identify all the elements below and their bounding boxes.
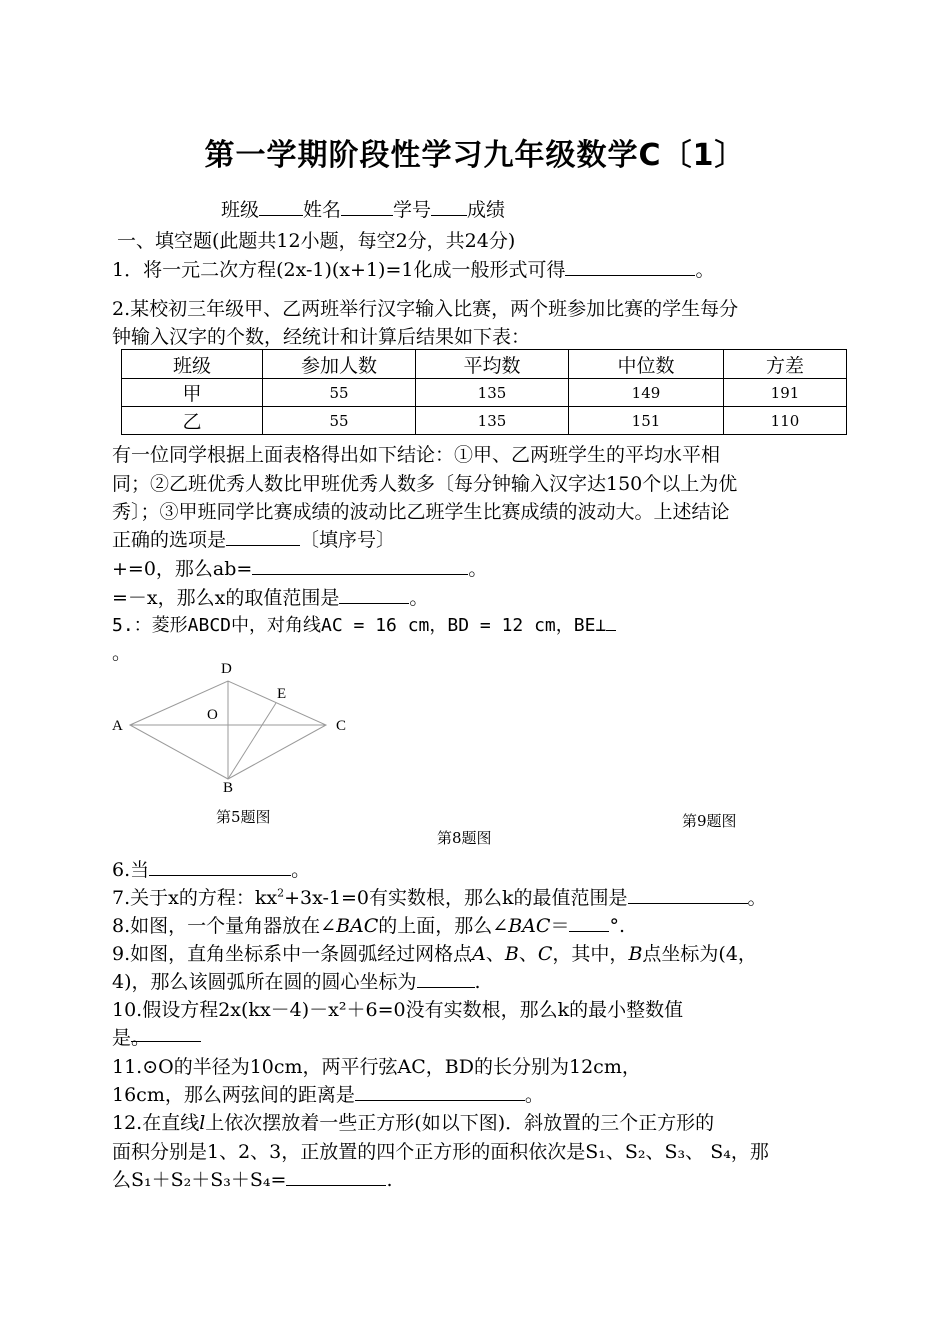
table-header: 平均数: [416, 350, 569, 379]
question-5-line-2: 。: [112, 642, 132, 664]
question-5-text: 5.：菱形ABCD中，对角线AC = 16 cm，BD = 12 cm，BE⊥: [112, 615, 607, 636]
question-9-line-2: [112, 967, 481, 994]
table-cell: 151: [569, 407, 724, 435]
table-cell: 甲: [122, 379, 263, 407]
table-row: [122, 407, 847, 435]
name-blank[interactable]: [341, 197, 393, 216]
student-info-line: [221, 195, 505, 222]
question-11-line-2-text: 16cm，那么两弦间的距离是: [112, 1084, 355, 1106]
question-9-text-2: ，其中，: [552, 943, 629, 965]
question-7-superscript: 2: [277, 886, 285, 900]
point-c-italic: C: [537, 943, 553, 965]
question-7-text-2: +3x-1=0有实数根，那么k的最值范围是: [284, 887, 628, 909]
section-heading: 一、填空题(此题共12小题，每空2分，共24分): [117, 230, 516, 252]
question-8-angle: BAC: [336, 915, 379, 937]
question-7: [112, 883, 767, 910]
question-11-line-2: [112, 1080, 544, 1107]
question-10-line-2: [112, 1023, 201, 1050]
figure-5-caption: 第5题图: [216, 808, 271, 826]
table-cell: 55: [263, 379, 416, 407]
question-10-blank[interactable]: [131, 1023, 201, 1049]
question-4-end: 。: [409, 587, 429, 609]
table-cell: 191: [724, 379, 847, 407]
question-8: [112, 911, 625, 938]
question-12-line-2: 面积分别是1、2、3，正放置的四个正方形的面积依次是S₁、S₂、S₃、 S₄，那: [112, 1141, 769, 1163]
point-label-a: A: [112, 718, 123, 734]
question-8-equals: ＝: [550, 915, 570, 937]
table-cell: 乙: [122, 407, 263, 435]
figure-9-caption: 第9题图: [682, 812, 737, 830]
question-9-line-1: [112, 939, 757, 966]
table-cell: 110: [724, 407, 847, 435]
question-1-text: 1．将一元二次方程(2x-1)(x+1)=1化成一般形式可得: [112, 259, 566, 281]
question-6-text: 6.当: [112, 859, 150, 881]
question-8-text: 8.如图，一个量角器放在∠: [112, 915, 337, 937]
question-8-blank[interactable]: [569, 913, 609, 932]
point-b-italic: B: [504, 943, 519, 965]
question-12-text: 12.在直线: [112, 1112, 200, 1134]
question-5-blank[interactable]: [606, 612, 616, 631]
question-9-separator: 、: [485, 943, 505, 965]
question-6-blank[interactable]: [149, 857, 291, 876]
question-2-line-1: 2.某校初三年级甲、乙两班举行汉字输入比赛，两个班参加比赛的学生每分: [112, 298, 739, 320]
question-7-end: 。: [747, 887, 767, 909]
question-2-after-3: 秀〕；③甲班同学比赛成绩的波动比乙班学生比赛成绩的波动大。上述结论: [112, 501, 730, 523]
question-1-blank[interactable]: [565, 257, 695, 276]
question-11-line-1: 11.⊙O的半径为10cm，两平行弦AC，BD的长分别为12cm，: [112, 1056, 641, 1078]
point-label-o: O: [207, 707, 218, 723]
table-cell: 55: [263, 407, 416, 435]
question-7-blank[interactable]: [628, 885, 748, 904]
question-7-text: 7.关于x的方程：kx: [112, 887, 278, 909]
question-3: [112, 554, 487, 581]
question-2-after-4-end: 〔填序号〕: [300, 529, 396, 551]
question-12-line-3: [112, 1165, 393, 1192]
question-10-line-2-text: 是: [112, 1027, 132, 1049]
table-row: [122, 379, 847, 407]
question-4-blank[interactable]: [339, 585, 409, 604]
table-header: 参加人数: [263, 350, 416, 379]
question-9-line-2-text: 4)，那么该圆弧所在圆的圆心坐标为: [112, 971, 417, 993]
table-header: 方差: [724, 350, 847, 379]
point-label-b: B: [223, 780, 234, 796]
question-3-blank[interactable]: [252, 556, 468, 575]
question-3-text: +=0，那么ab=: [112, 558, 253, 580]
table-header-row: [122, 350, 847, 379]
point-b-italic: B: [628, 943, 643, 965]
question-6-end: 。: [291, 859, 311, 881]
question-11-end: 。: [524, 1084, 544, 1106]
point-label-e: E: [277, 686, 287, 702]
figure-8-caption: 第8题图: [437, 829, 492, 847]
table-cell: 135: [416, 379, 569, 407]
question-2-after-2: 同；②乙班优秀人数比甲班优秀人数多〔每分钟输入汉字达150个以上为优: [112, 473, 738, 495]
score-label: 成绩: [467, 199, 506, 221]
question-8-end: °.: [609, 915, 626, 937]
question-2-after-4-text: 正确的选项是: [112, 529, 227, 551]
question-2-after-4: [112, 525, 395, 552]
number-blank[interactable]: [431, 197, 467, 216]
question-8-text-2: 的上面，那么∠: [378, 915, 509, 937]
question-9-end: .: [474, 971, 481, 993]
question-12-line-3-text: 么S₁＋S₂＋S₃＋S₄=: [112, 1169, 287, 1191]
question-12-end: .: [386, 1169, 393, 1191]
line-l-italic: l: [199, 1112, 206, 1134]
table-cell: 135: [416, 407, 569, 435]
question-4: [112, 583, 428, 610]
point-label-d: D: [221, 661, 232, 677]
question-12-blank[interactable]: [286, 1167, 386, 1186]
rhombus-figure: [100, 655, 370, 800]
question-2-blank[interactable]: [226, 527, 300, 546]
page-title: 第一学期阶段性学习九年级数学C〔1〕: [204, 138, 746, 173]
question-9-blank[interactable]: [417, 969, 475, 988]
question-10-end: 。: [131, 1027, 151, 1049]
question-11-blank[interactable]: [355, 1082, 525, 1101]
question-9-text-3: 点坐标为(4，: [642, 943, 757, 965]
question-3-end: 。: [468, 558, 488, 580]
question-12-text-2: 上依次摆放着一些正方形(如以下图)．斜放置的三个正方形的: [205, 1112, 715, 1134]
question-1: [112, 255, 714, 282]
class-label: 班级: [221, 199, 260, 221]
table-cell: 149: [569, 379, 724, 407]
question-10-line-1: 10.假设方程2x(kx－4)－x²＋6=0没有实数根，那么k的最小整数值: [112, 999, 684, 1021]
point-a-italic: A: [472, 943, 486, 965]
class-blank[interactable]: [259, 197, 303, 216]
table-header: 中位数: [569, 350, 724, 379]
question-4-text: =－x，那么x的取值范围是: [112, 587, 340, 609]
question-12-line-1: [112, 1108, 714, 1135]
table-header: 班级: [122, 350, 263, 379]
point-label-c: C: [336, 718, 347, 734]
question-1-end: 。: [695, 259, 715, 281]
question-2-line-2: 钟输入汉字的个数，经统计和计算后结果如下表：: [112, 326, 531, 348]
question-2-after-1: 有一位同学根据上面表格得出如下结论：①甲、乙两班学生的平均水平相: [112, 444, 721, 466]
score-table: [121, 349, 847, 435]
question-6: [112, 855, 310, 882]
segment-be: [228, 703, 276, 779]
number-label: 学号: [393, 199, 432, 221]
name-label: 姓名: [303, 199, 342, 221]
question-9-separator: 、: [518, 943, 538, 965]
question-8-angle-2: BAC: [508, 915, 551, 937]
question-9-text: 9.如图，直角坐标系中一条圆弧经过网格点: [112, 943, 473, 965]
question-5: [112, 611, 616, 637]
